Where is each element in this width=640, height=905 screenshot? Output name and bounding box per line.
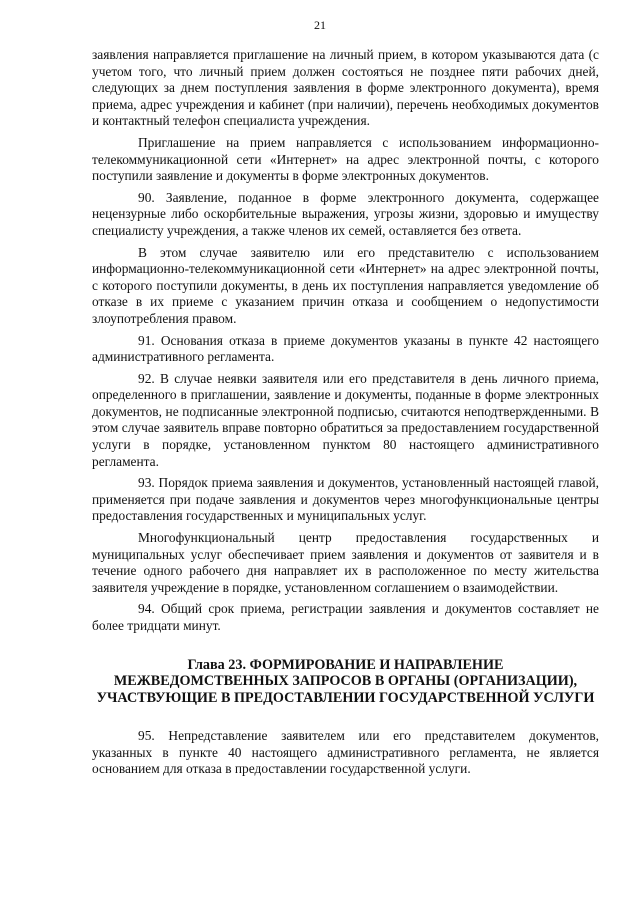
paragraph-94: 94. Общий срок приема, регистрации заявления и документов составляет не более тридцати минут. bbox=[92, 601, 599, 633]
document-body bbox=[92, 47, 599, 778]
paragraph-93: 93. Порядок приема заявления и документов, установленный настоящей главой, применяется при подаче заявления и документов через многофункциональные центры предоставления государственных и муниципальных услуг. bbox=[92, 475, 599, 524]
paragraph-90-notice: В этом случае заявителю или его представителю с использованием информационно-телекоммуникационной сети «Интернет» на адрес электронной почты, с которого поступили документы, в день их поступления направляется уведомление об отказе в их приеме с указанием причин отказа и сообщением о недопустимости злоупотребления правом. bbox=[92, 244, 599, 326]
chapter-heading-line-1: Глава 23. ФОРМИРОВАНИЕ И НАПРАВЛЕНИЕ bbox=[187, 656, 504, 673]
paragraph-90: 90. Заявление, поданное в форме электронного документа, содержащее нецензурные либо оскорбительные выражения, угрозы жизни, здоровью и имуществу специалисту учреждения, а также членов их семей, оставляется без ответа. bbox=[92, 189, 599, 238]
paragraph-93-mfc: Многофункциональный центр предоставления государственных и муниципальных услуг обеспечивает прием заявления и документов от заявителя и в течение одного рабочего дня направляет их в расположенное по месту жительства заявителя учреждение в порядке, установленном соглашением о взаимодействии. bbox=[92, 530, 599, 595]
chapter-heading-line-2: МЕЖВЕДОМСТВЕННЫХ ЗАПРОСОВ В ОРГАНЫ (ОРГАНИЗАЦИИ), bbox=[113, 673, 578, 690]
paragraphs-top bbox=[92, 47, 599, 635]
paragraph-92: 92. В случае неявки заявителя или его представителя в день личного приема, определенного в приглашении, заявление и документы, поданные в форме электронных документов, не подписанные электронной подписью, считаются неподтвержденными. В этом случае заявитель вправе повторно обратиться за предоставлением государственной услуги в порядке, установленном пунктом 80 настоящего административного регламента. bbox=[92, 370, 599, 469]
paragraph-continuation: заявления направляется приглашение на личный прием, в котором указываются дата (с учетом того, что личный прием должен состояться не позднее пяти рабочих дней, следующих за днем поступления заявления в форме электронного документа), время приема, адрес учреждения и кабинет (при наличии), перечень необходимых документов и контактный телефон специалиста учреждения. bbox=[92, 47, 599, 129]
paragraphs-bottom bbox=[92, 728, 599, 778]
paragraph-95: 95. Непредставление заявителем или его представителем документов, указанных в пункте 40 настоящего административного регламента, не является основанием для отказа в предоставлении государственной услуги. bbox=[92, 727, 599, 777]
chapter-heading-line-3: УЧАСТВУЮЩИЕ В ПРЕДОСТАВЛЕНИИ ГОСУДАРСТВЕННОЙ УСЛУГИ bbox=[96, 690, 595, 707]
paragraph-91: 91. Основания отказа в приеме документов указаны в пункте 42 настоящего административного регламента. bbox=[92, 332, 599, 365]
page-number: 21 bbox=[314, 18, 326, 32]
chapter-heading bbox=[92, 657, 599, 707]
paragraph-invitation: Приглашение на прием направляется с использованием информационно-телекоммуникационной сети «Интернет» на адрес электронной почты, с которого поступили заявление и документы в форме электронных документов. bbox=[92, 134, 599, 184]
